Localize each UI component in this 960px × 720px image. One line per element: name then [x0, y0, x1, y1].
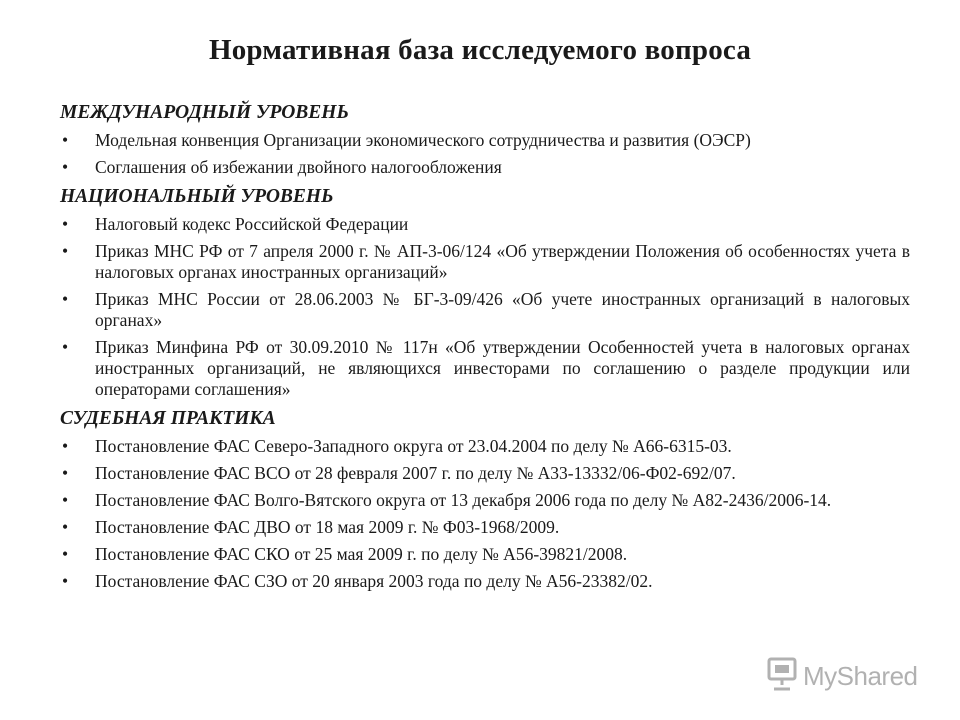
bullet: •: [62, 544, 69, 564]
list-item: • Постановление ФАС СКО от 25 мая 2009 г. по делу № А56-39821/2008.: [62, 544, 628, 564]
list-item: • Постановление ФАС ДВО от 18 мая 2009 г. № Ф03-1968/2009.: [62, 517, 560, 537]
bullet: •: [62, 130, 69, 150]
list-item: • Приказ МНС России от 28.06.2003 № БГ-3-09/426 «Об учете иностранных организаций в налоговых органах»: [62, 289, 910, 330]
bullet: •: [62, 571, 69, 591]
page-title: Нормативная база исследуемого вопроса: [208, 34, 752, 66]
list-item: • Приказ МНС РФ от 7 апреля 2000 г. № АП-3-06/124 «Об утверждении Положения об особенностях учета в налоговых органах иностранных организаций»: [62, 241, 910, 282]
watermark-text: MyShared: [803, 660, 918, 691]
list-international: [60, 130, 910, 178]
section-heading-national: НАЦИОНАЛЬНЫЙ УРОВЕНЬ: [60, 186, 334, 207]
list-item: • Приказ Минфина РФ от 30.09.2010 № 117н «Об утверждении Особенностей учета в налоговых органах иностранных организаций, не являющихся инвесторами по соглашению о разделе продукции или операторами соглашения»: [62, 337, 910, 399]
presentation-board-icon: [767, 657, 797, 696]
bullet: •: [62, 436, 69, 456]
bullet: •: [62, 289, 69, 309]
list-item: • Постановление ФАС СЗО от 20 января 2003 года по делу № А56-23382/02.: [62, 571, 653, 591]
section-heading-court-practice: СУДЕБНАЯ ПРАКТИКА: [60, 408, 276, 429]
list-item: • Постановление ФАС ВСО от 28 февраля 2007 г. по делу № А33-13332/06-Ф02-692/07.: [62, 463, 736, 483]
watermark-logo: [767, 658, 918, 694]
document-body: [60, 100, 910, 598]
bullet: •: [62, 490, 69, 510]
bullet: •: [62, 241, 69, 261]
list-item: • Соглашения об избежании двойного налогообложения: [62, 157, 502, 177]
section-heading-international: МЕЖДУНАРОДНЫЙ УРОВЕНЬ: [60, 102, 349, 123]
bullet: •: [62, 337, 69, 357]
list-item: • Постановление ФАС Северо-Западного округа от 23.04.2004 по делу № А66-6315-03.: [62, 436, 732, 456]
bullet: •: [62, 463, 69, 483]
bullet: •: [62, 517, 69, 537]
list-national: [60, 214, 910, 400]
bullet: •: [62, 214, 69, 234]
bullet: •: [62, 157, 69, 177]
list-item: • Постановление ФАС Волго-Вятского округа от 13 декабря 2006 года по делу № А82-2436/2006-14.: [62, 490, 832, 510]
list-item: • Налоговый кодекс Российской Федерации: [62, 214, 409, 234]
list-item: • Модельная конвенция Организации экономического сотрудничества и развития (ОЭСР): [62, 130, 751, 150]
list-court-practice: [60, 436, 910, 592]
